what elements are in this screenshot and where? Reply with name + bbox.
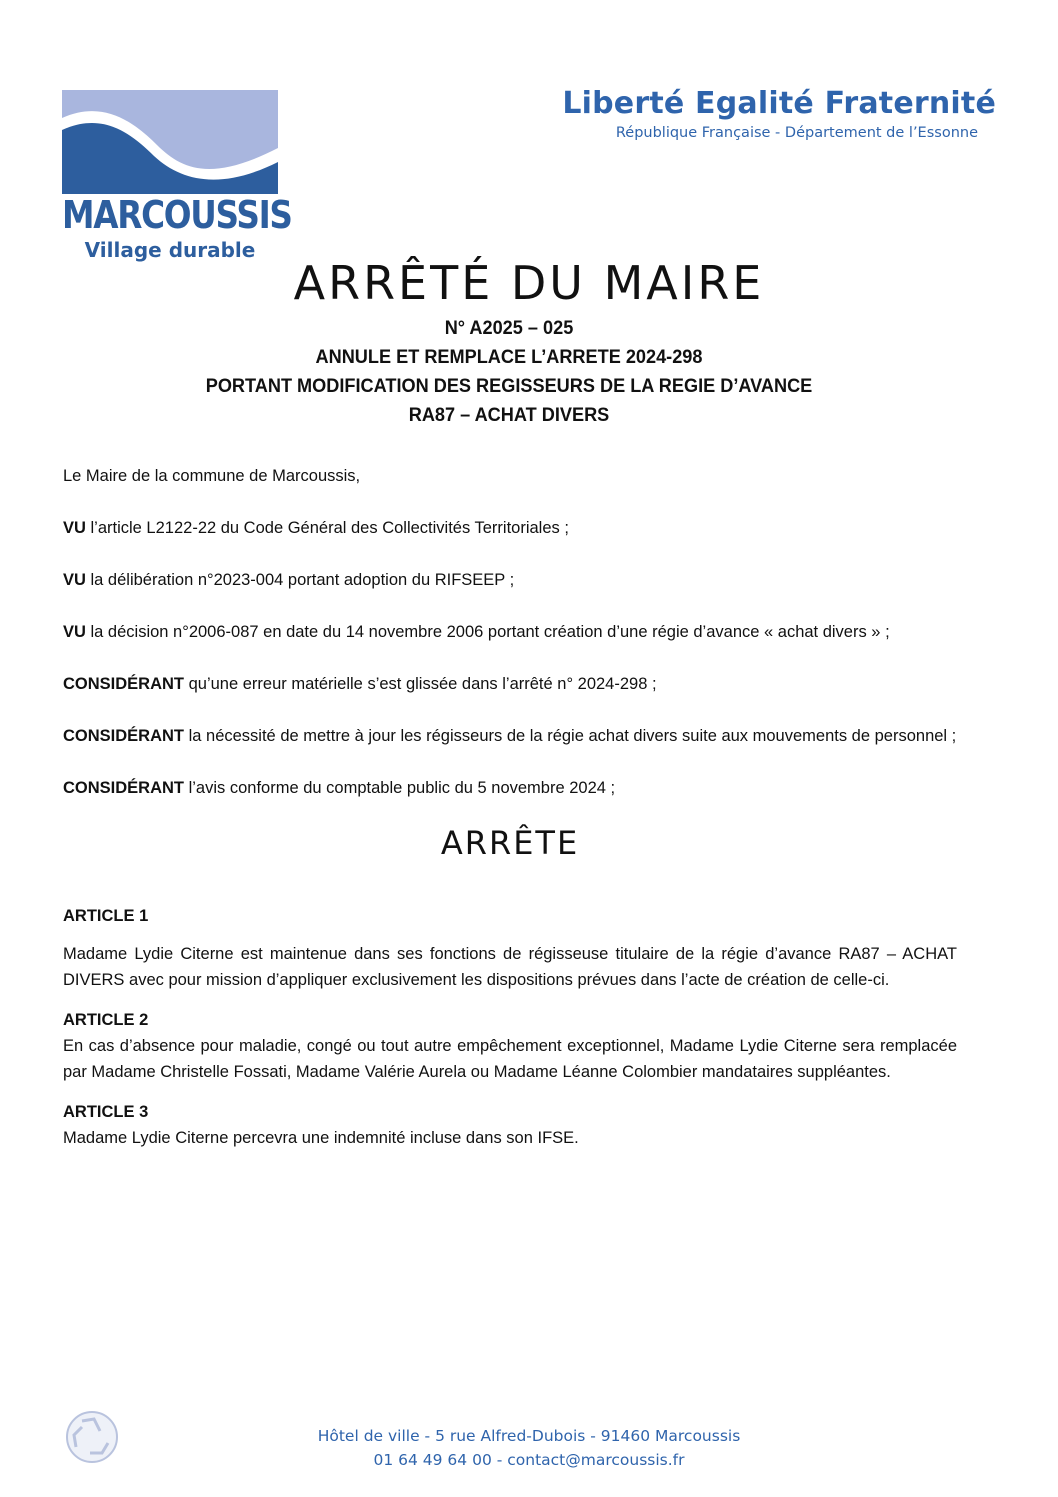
clause-text: la délibération n°2023-004 portant adoption du RIFSEEP ; xyxy=(85,571,515,589)
subtitle-line: PORTANT MODIFICATION DES REGISSEURS DE LA REGIE D’AVANCE xyxy=(205,375,813,397)
document-title: ARRÊTÉ DU MAIRE xyxy=(293,256,765,310)
article-text: En cas d’absence pour maladie, congé ou tout autre empêchement exceptionnel, Madame Lydie Citerne sera remplacée par Madame Christelle Fossati, Madame Valérie Aurela ou Madame Léanne Colombier mandataires suppléantes. xyxy=(63,1037,957,1081)
article-heading: ARTICLE 2 xyxy=(63,1011,149,1029)
logo-name: MARCOUSSIS xyxy=(62,193,292,237)
clause-keyword: CONSIDÉRANT xyxy=(63,727,185,745)
footer-contact: 01 64 49 64 00 - contact@marcoussis.fr xyxy=(373,1451,685,1469)
clause-text: qu’une erreur matérielle s’est glissée dans l’arrêté n° 2024-298 ; xyxy=(184,675,657,693)
vu-clause xyxy=(63,619,957,645)
article-text: Madame Lydie Citerne est maintenue dans ses fonctions de régisseuse titulaire de la régie d’avance RA87 – ACHAT DIVERS avec pour mission d’appliquer exclusivement les dispositions prévues dans l’acte de création de celle-ci. xyxy=(63,945,957,989)
document-body xyxy=(63,463,957,1177)
article-heading: ARTICLE 3 xyxy=(63,1103,149,1121)
clause-text: la décision n°2006-087 en date du 14 novembre 2006 portant création d’une régie d’avance « achat divers » ; xyxy=(85,623,890,641)
subtitle-block xyxy=(60,314,958,430)
considerant-clause xyxy=(63,671,957,697)
vu-clause xyxy=(63,515,957,541)
clause-text: la nécessité de mettre à jour les régisseurs de la régie achat divers suite aux mouvements de personnel ; xyxy=(184,727,957,745)
clause-keyword: VU xyxy=(63,519,86,537)
considerant-clause xyxy=(63,775,957,801)
clause-keyword: CONSIDÉRANT xyxy=(63,779,185,797)
vu-clause xyxy=(63,567,957,593)
article-text: Madame Lydie Citerne percevra une indemnité incluse dans son IFSE. xyxy=(63,1129,579,1147)
clause-keyword: VU xyxy=(63,623,86,641)
subtitle-line: RA87 – ACHAT DIVERS xyxy=(408,404,610,426)
intro-line: Le Maire de la commune de Marcoussis, xyxy=(63,467,361,485)
republic-motto xyxy=(562,86,996,141)
clause-text: l’article L2122-22 du Code Général des Collectivités Territoriales ; xyxy=(85,519,569,537)
article-heading: ARTICLE 1 xyxy=(63,907,149,925)
footer xyxy=(240,1424,818,1472)
clause-keyword: CONSIDÉRANT xyxy=(63,675,185,693)
considerant-clause xyxy=(63,723,957,749)
clause-text: l’avis conforme du comptable public du 5 novembre 2024 ; xyxy=(184,779,616,797)
subtitle-line: N° A2025 – 025 xyxy=(444,317,574,339)
arrete-heading: ARRÊTE xyxy=(440,824,580,862)
recycled-paper-icon xyxy=(64,1409,120,1465)
clause-keyword: VU xyxy=(63,571,86,589)
logo-tagline: Village durable xyxy=(84,238,256,262)
footer-address: Hôtel de ville - 5 rue Alfred-Dubois - 91460 Marcoussis xyxy=(317,1427,741,1445)
motto-subtext: République Française - Département de l’Essonne xyxy=(615,125,978,141)
subtitle-line: ANNULE ET REMPLACE L’ARRETE 2024-298 xyxy=(315,346,703,368)
motto-text: Liberté Egalité Fraternité xyxy=(562,86,996,121)
